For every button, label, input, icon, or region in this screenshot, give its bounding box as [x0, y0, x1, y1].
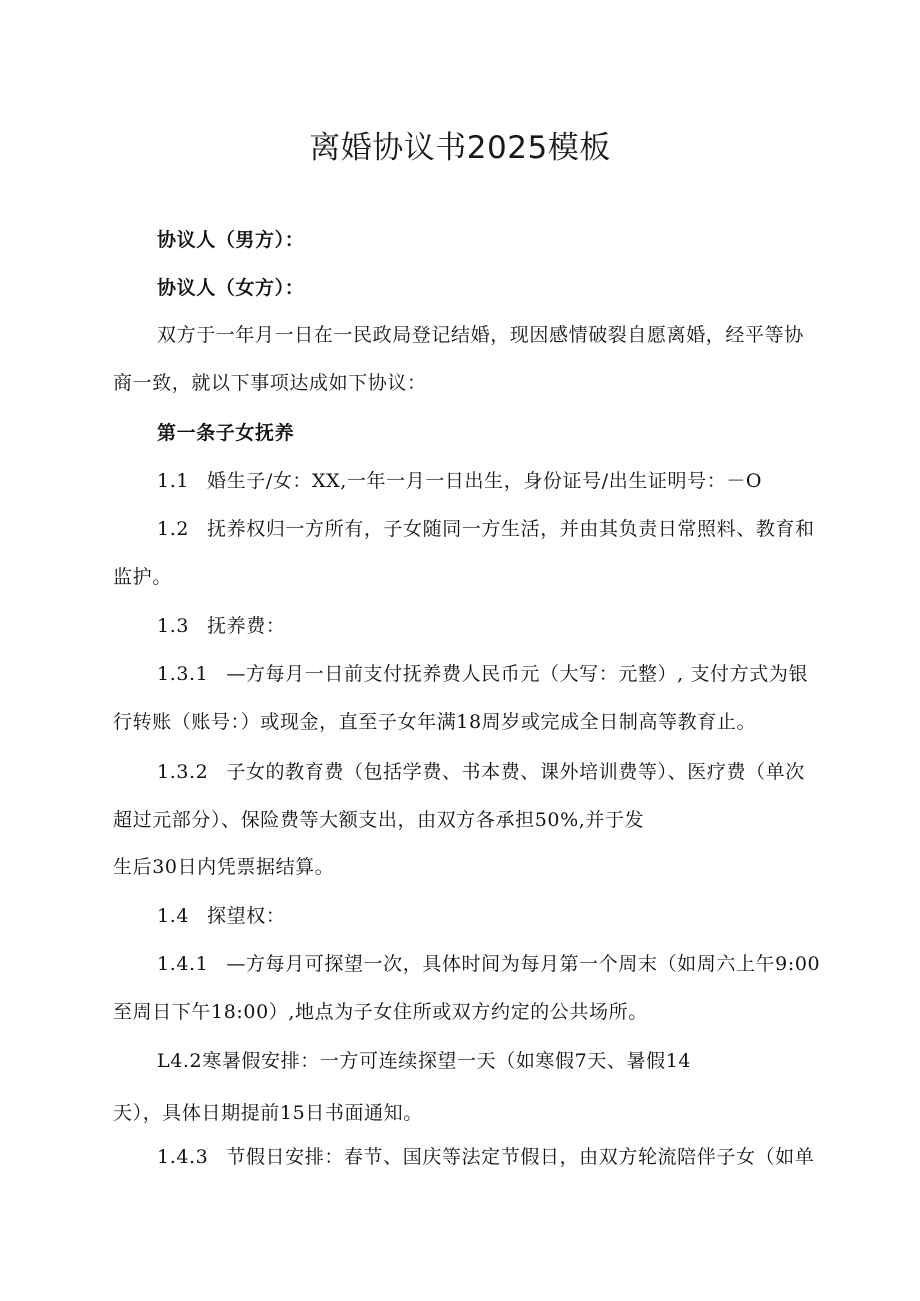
clause-text: 探望权：: [207, 905, 286, 927]
clause-1-3-2-line-2: 超过元部分）、保险费等大额支出，由双方各承担50%,并于发: [113, 809, 645, 831]
party-female-label: 协议人（女方）：: [157, 277, 305, 299]
clause-text: 节假日安排：春节、国庆等法定节假日，由双方轮流陪伴子女（如单: [226, 1146, 815, 1168]
clause-number: 1.3.2: [157, 761, 209, 783]
intro-line-1: 双方于一年月一日在一民政局登记结婚，现因感情破裂自愿离婚，经平等协: [157, 324, 804, 346]
clause-1-2: [157, 517, 815, 541]
clause-number: 1.3.1: [157, 663, 209, 685]
clause-1-4-2-line-2: 天），具体日期提前15日书面通知。: [113, 1102, 423, 1124]
clause-text: —方每月一日前支付抚养费人民币元（大写：元整）, 支付方式为银: [226, 663, 809, 685]
clause-text: —方每月可探望一次，具体时间为每月第一个周末（如周六上午9:00: [226, 953, 821, 975]
intro-line-2: 商一致，就以下事项达成如下协议：: [113, 372, 427, 394]
clause-number: 1.4.1: [157, 953, 209, 975]
clause-number: 1.4: [157, 905, 190, 927]
document-title: 离婚协议书2025模板: [309, 130, 611, 166]
clause-1-3-2-line-3: 生后30日内凭票据结算。: [113, 856, 335, 878]
clause-1-4-2: L4.2寒暑假安排：一方可连续探望一天（如寒假7天、暑假14: [157, 1050, 692, 1072]
clause-number: 1.1: [157, 470, 190, 492]
clause-1-4-3: [157, 1145, 814, 1169]
clause-1-4-1: [157, 952, 820, 976]
party-male-label: 协议人（男方）：: [157, 229, 305, 251]
clause-number: 1.2: [157, 518, 190, 540]
clause-1-3-1: [157, 662, 808, 686]
article-1-heading: 第一条子女抚养: [157, 422, 295, 444]
clause-1-3-2: [157, 760, 805, 784]
clause-1-3: [157, 614, 285, 638]
clause-text: 子女的教育费（包括学费、书本费、课外培训费等）、医疗费（单次: [226, 761, 805, 783]
clause-text: 抚养费：: [207, 615, 286, 637]
clause-text: 抚养权归一方所有，子女随同一方生活，并由其负责日常照料、教育和: [207, 518, 815, 540]
clause-1-4-1-line-2: 至周日下午18:00）,地点为子女住所或双方约定的公共场所。: [113, 1001, 648, 1023]
clause-number: 1.4.3: [157, 1146, 209, 1168]
clause-number: 1.3: [157, 615, 190, 637]
clause-1-3-1-line-2: 行转账（账号：）或现金，直至子女年满18周岁或完成全日制高等教育止。: [113, 711, 757, 733]
clause-1-1: [157, 469, 762, 493]
clause-text: 婚生子/女：XX,一年一月一日出生，身份证号/出生证明号：－O: [207, 470, 763, 492]
clause-1-4: [157, 904, 285, 928]
clause-1-2-line-2: 监护。: [113, 566, 172, 588]
